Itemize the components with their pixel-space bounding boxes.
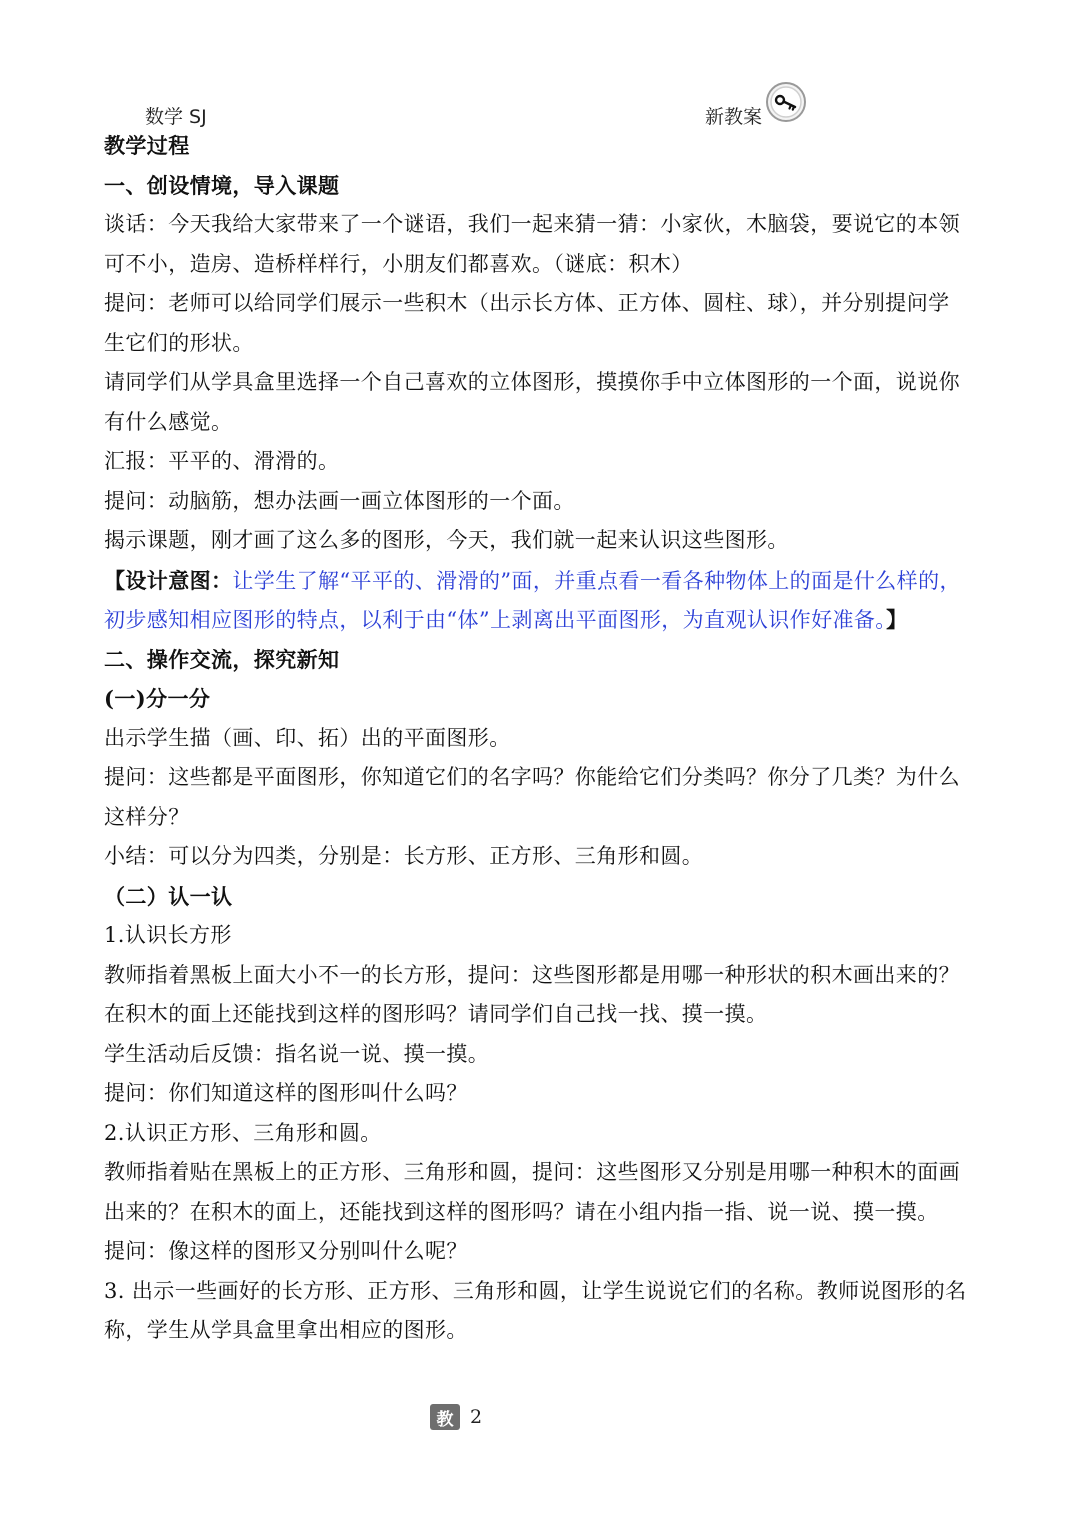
section-heading-1: 一、创设情境，导入课题 [104,172,340,198]
key-circle-icon [764,80,808,124]
paragraph-line: 提问：老师可以给同学们展示一些积木（出示长方体、正方体、圆柱、球），并分别提问学 [104,291,950,315]
footer-badge: 教 [430,1404,460,1430]
paragraph-line: 小结：可以分为四类，分别是：长方形、正方形、三角形和圆。 [104,844,704,868]
paragraph-line: 学生活动后反馈：指名说一说、摸一摸。 [104,1041,490,1066]
header-subject: 数学 SJ [145,106,207,128]
design-intent-close: 】 [886,607,908,632]
paragraph-line: 提问：像这样的图形又分别叫什么呢？ [104,1239,468,1263]
paragraph-line: 教师指着贴在黑板上的正方形、三角形和圆，提问：这些图形又分别是用哪一种积木的面画 [104,1160,960,1184]
lesson-body [104,126,984,1351]
item-title: 2.认识正方形、三角形和圆。 [104,1120,382,1145]
paragraph-line: 有什么感觉。 [104,409,233,434]
section-title: 教学过程 [104,133,190,158]
paragraph-line: 可不小，造房、造桥样样行，小朋友们都喜欢。（谜底：积木） [104,251,693,276]
paragraph-line: 3. 出示一些画好的长方形、正方形、三角形和圆，让学生说说它们的名称。教师说图形的名 [104,1278,967,1303]
design-intent-text: 初步感知相应图形的特点，以利于由“体”上剥离出平面图形，为直观认识作好准备。 [104,608,887,632]
paragraph-line: 汇报：平平的、滑滑的。 [104,449,340,473]
subsection-heading: （二）认一认 [104,883,233,909]
design-intent-label: 【设计意图： [104,567,233,593]
section-heading-2: 二、操作交流，探究新知 [104,646,340,672]
subsection-heading: (一)分一分 [104,686,211,711]
paragraph-line: 提问：你们知道这样的图形叫什么吗？ [104,1081,468,1105]
paragraph-line: 提问：动脑筋，想办法画一画立体图形的一个面。 [104,488,575,513]
paragraph-line: 生它们的形状。 [104,330,254,355]
paragraph-line: 称，学生从学具盒里拿出相应的图形。 [104,1318,468,1342]
header-brand: 新教案 [705,106,763,128]
paragraph-line: 在积木的面上还能找到这样的图形吗？请同学们自己找一找、摸一摸。 [104,1002,768,1026]
paragraph-line: 出来的？在积木的面上，还能找到这样的图形吗？请在小组内指一指、说一说、摸一摸。 [104,1199,939,1224]
paragraph-line: 出示学生描（画、印、拓）出的平面图形。 [104,725,511,750]
page-footer [430,1402,482,1432]
design-intent-line-1 [104,561,984,601]
design-intent-text: 让学生了解“平平的、滑滑的”面，并重点看一看各种物体上的面是什么样的， [232,568,961,593]
paragraph-line: 这样分？ [104,804,190,829]
paragraph-line: 提问：这些都是平面图形，你知道它们的名字吗？你能给它们分类吗？你分了几类？为什么 [104,765,960,789]
paragraph-line: 揭示课题，刚才画了这么多的图形，今天，我们就一起来认识这些图形。 [104,528,789,552]
paragraph-line: 谈话：今天我给大家带来了一个谜语，我们一起来猜一猜：小家伙，木脑袋，要说它的本领 [104,212,960,236]
paragraph-line: 请同学们从学具盒里选择一个自己喜欢的立体图形，摸摸你手中立体图形的一个面，说说你 [104,370,960,394]
design-intent-line-2 [104,600,984,640]
item-title: 1.认识长方形 [104,923,232,947]
page-number: 2 [470,1406,483,1428]
paragraph-line: 教师指着黑板上面大小不一的长方形，提问：这些图形都是用哪一种形状的积木画出来的？ [104,962,960,987]
